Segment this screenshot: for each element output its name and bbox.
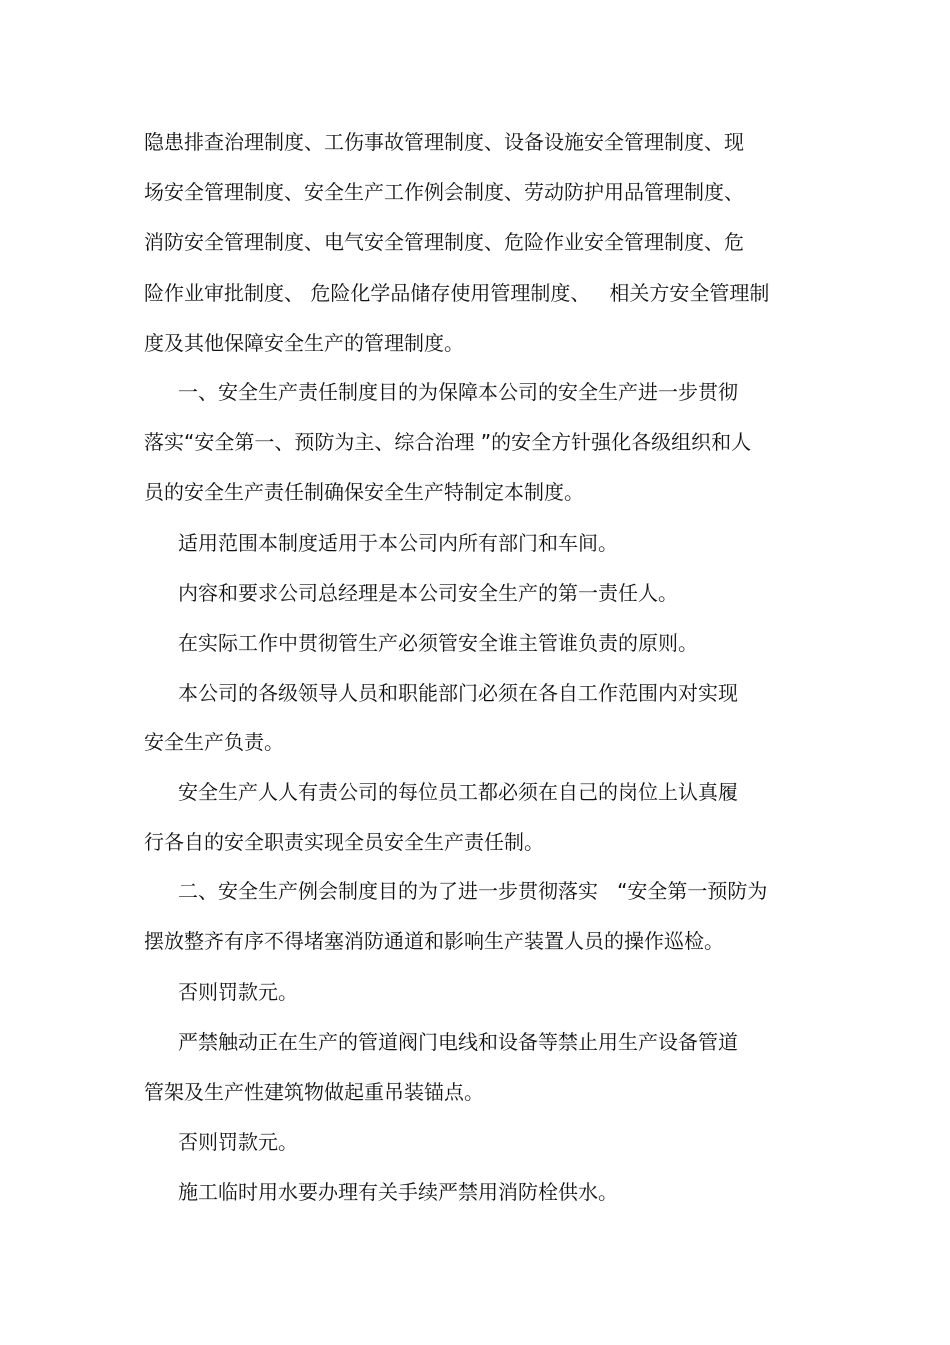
paragraph-first-line: 安全生产人人有责公司的每位员工都必须在自己的岗位上认真履 — [178, 780, 738, 804]
paragraph-first-line: 否则罚款元。 — [178, 1130, 298, 1154]
text-line: 摆放整齐有序不得堵塞消防通道和影响生产装置人员的操作巡检。 — [144, 929, 724, 953]
paragraph-first-line: 一、安全生产责任制度目的为保障本公司的安全生产进一步贯彻 — [178, 380, 738, 404]
text-line: 消防安全管理制度、电气安全管理制度、危险作业安全管理制度、危 — [144, 230, 744, 254]
text-line: 度及其他保障安全生产的管理制度。 — [144, 331, 464, 355]
text-line: 管架及生产性建筑物做起重吊装锚点。 — [144, 1080, 484, 1104]
text-line: 员的安全生产责任制确保安全生产特制定本制度。 — [144, 480, 584, 504]
text-line: 落实“安全第一、预防为主、综合治理 ”的安全方针强化各级组织和人 — [144, 430, 752, 454]
paragraph-first-line: 二、安全生产例会制度目的为了进一步贯彻落实 “安全第一预防为 — [178, 879, 768, 903]
paragraph-first-line: 适用范围本制度适用于本公司内所有部门和车间。 — [178, 531, 618, 555]
text-line: 行各自的安全职责实现全员安全生产责任制。 — [144, 830, 544, 854]
paragraph-first-line: 施工临时用水要办理有关手续严禁用消防栓供水。 — [178, 1180, 618, 1204]
paragraph-first-line: 内容和要求公司总经理是本公司安全生产的第一责任人。 — [178, 581, 678, 605]
paragraph-first-line: 本公司的各级领导人员和职能部门必须在各自工作范围内对实现 — [178, 681, 738, 705]
paragraph-first-line: 严禁触动正在生产的管道阀门电线和设备等禁止用生产设备管道 — [178, 1030, 738, 1054]
paragraph-first-line: 否则罚款元。 — [178, 980, 298, 1004]
text-line: 场安全管理制度、安全生产工作例会制度、劳动防护用品管理制度、 — [144, 180, 744, 204]
text-line: 险作业审批制度、 危险化学品储存使用管理制度、 相关方安全管理制 — [144, 281, 770, 305]
paragraph-first-line: 在实际工作中贯彻管生产必须管安全谁主管谁负责的原则。 — [178, 631, 698, 655]
text-line: 隐患排查治理制度、工伤事故管理制度、设备设施安全管理制度、现 — [144, 130, 744, 154]
text-line: 安全生产负责。 — [144, 730, 284, 754]
